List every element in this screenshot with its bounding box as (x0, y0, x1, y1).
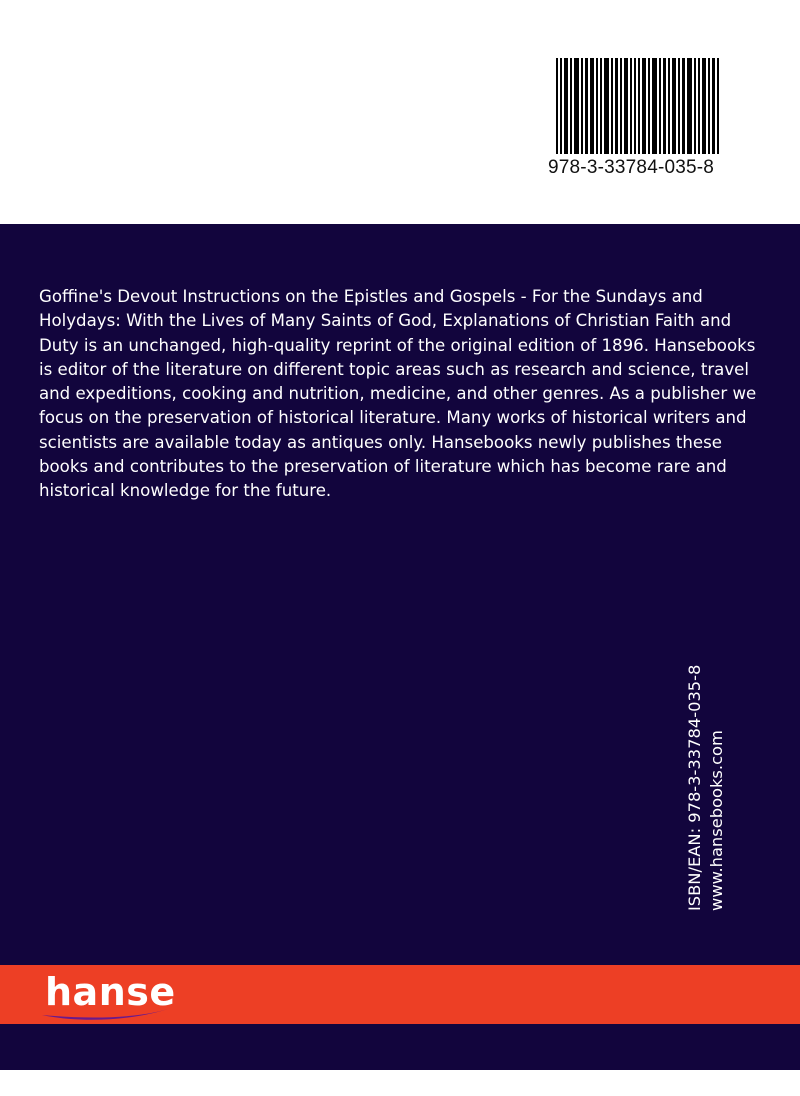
barcode-bars (556, 58, 721, 154)
website-text: www.hansebooks.com (707, 730, 726, 911)
isbn-ean-text: ISBN/EAN: 978-3-33784-035-8 (685, 664, 704, 911)
barcode (548, 58, 718, 179)
book-description: Goffine's Devout Instructions on the Epistles and Gospels - For the Sundays and Holydays: With the Lives of Many Saints of God, Explanations of Christian Faith and Duty is an unchanged, high-quality reprint of the original edition of 1896. Hansebooks is editor of the literature on different topic areas such as research and science, travel and expeditions, cooking and nutrition, medicine, and other genres. As a publisher we focus on the preservation of historical literature. Many works of historical writers and scientists are available today as antiques only. Hansebooks newly publishes these books and contributes to the preservation of literature which has become rare and historical knowledge for the future. (39, 287, 757, 501)
logo-swoosh-icon (40, 1005, 170, 1023)
isbn-vertical-block (684, 661, 728, 911)
hanse-logo: hanse (45, 970, 176, 1014)
barcode-number: 978-3-33784-035-8 (548, 157, 715, 178)
